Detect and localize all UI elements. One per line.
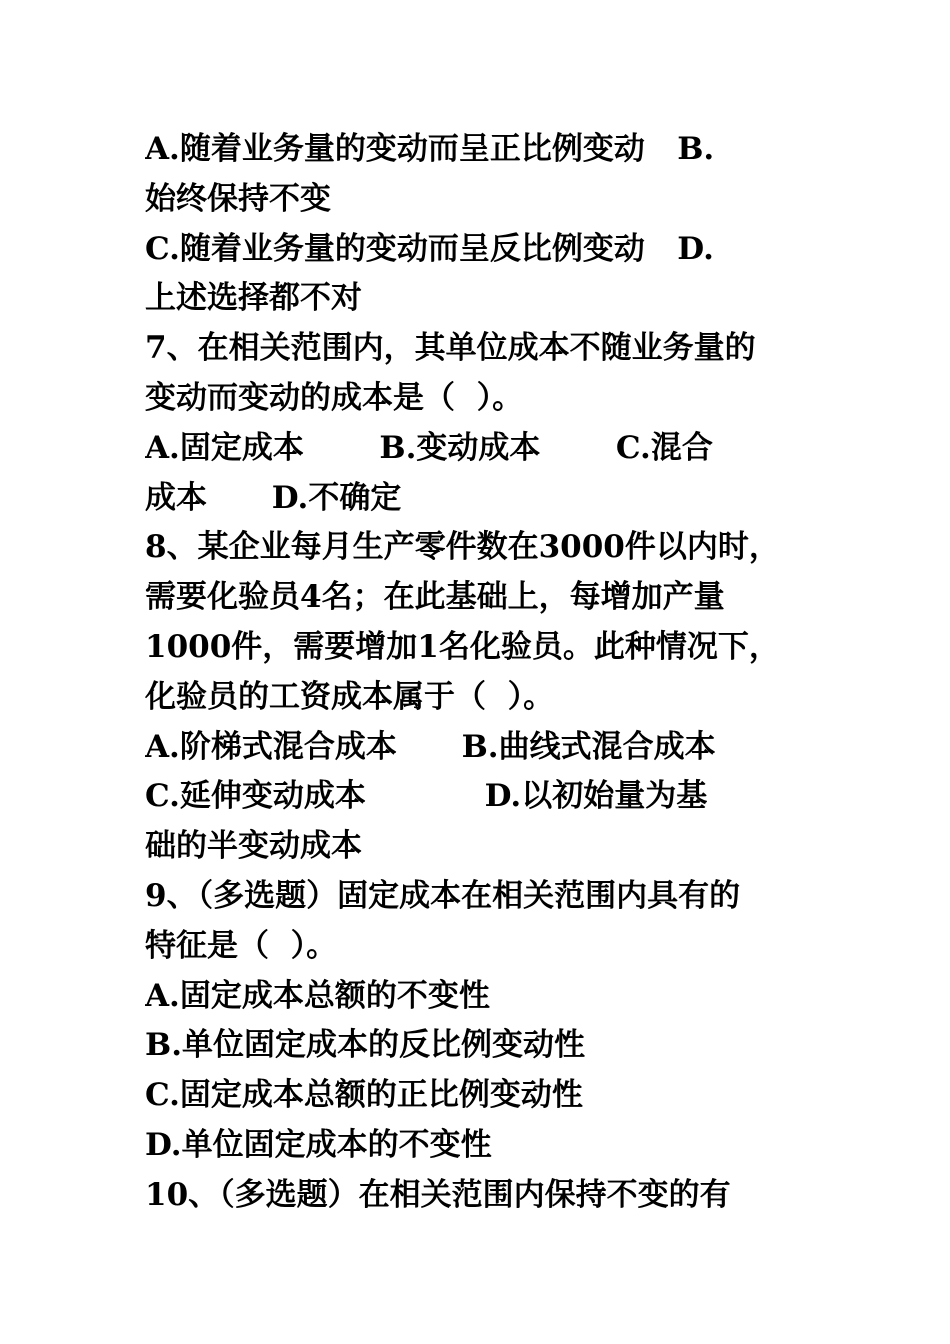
text-line: A.随着业务量的变动而呈正比例变动 B. bbox=[145, 131, 715, 167]
text-line: C.延伸变动成本 D.以初始量为基 bbox=[145, 778, 708, 815]
text-line: 需要化验员4名；在此基础上，每增加产量 bbox=[145, 579, 725, 616]
text-line: 始终保持不变 bbox=[145, 180, 331, 217]
text-line: 化验员的工资成本属于（ ）。 bbox=[145, 678, 555, 715]
question-text-block bbox=[145, 125, 835, 1221]
text-line: 变动而变动的成本是（ ）。 bbox=[145, 379, 524, 416]
option-line: D.单位固定成本的不变性 bbox=[145, 1126, 492, 1163]
text-line: 上述选择都不对 bbox=[145, 280, 362, 317]
text-line: 特征是（ ）。 bbox=[145, 927, 338, 964]
question-9-line: 9、（多选题）固定成本在相关范围内具有的 bbox=[145, 877, 741, 914]
text-line: 础的半变动成本 bbox=[145, 828, 362, 865]
text-line: A.固定成本 B.变动成本 C.混合 bbox=[145, 429, 713, 466]
text-line: A.阶梯式混合成本 B.曲线式混合成本 bbox=[145, 728, 716, 765]
option-line: B.单位固定成本的反比例变动性 bbox=[145, 1027, 585, 1064]
option-line: C.固定成本总额的正比例变动性 bbox=[145, 1077, 583, 1114]
question-10-line: 10、（多选题）在相关范围内保持不变的有 bbox=[145, 1176, 731, 1213]
text-line: 1000件，需要增加1名化验员。此种情况下， bbox=[145, 628, 780, 665]
option-line: A.固定成本总额的不变性 bbox=[145, 977, 490, 1014]
text-line: 成本 D.不确定 bbox=[145, 479, 402, 516]
question-8-line: 8、某企业每月生产零件数在3000件以内时， bbox=[145, 529, 780, 566]
question-7-line: 7、在相关范围内，其单位成本不随业务量的 bbox=[145, 330, 756, 367]
text-line: C.随着业务量的变动而呈反比例变动 D. bbox=[145, 230, 714, 267]
